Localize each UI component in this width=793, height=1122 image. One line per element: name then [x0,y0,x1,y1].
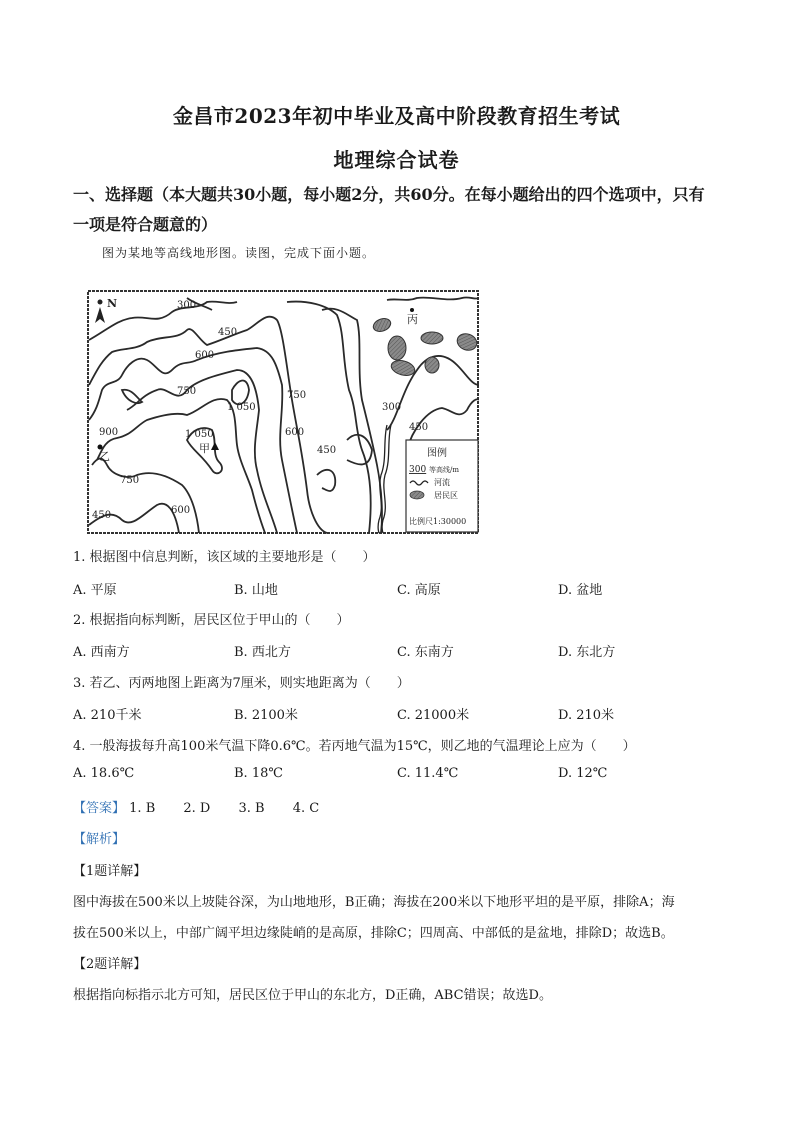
q1-detail-line2: 拔在500米以上，中部广阔平坦边缘陡峭的是高原，排除C；四周高、中部低的是盆地，排除D；故选B。 [73,926,674,941]
svg-text:1 050: 1 050 [227,402,256,413]
contour-map-figure [87,290,479,534]
q4-option-c[interactable]: C. 11.4℃ [397,766,459,781]
svg-text:900: 900 [99,427,119,438]
svg-text:600: 600 [195,350,215,361]
svg-text:丙: 丙 [407,313,418,326]
svg-text:乙: 乙 [99,450,110,463]
q1-option-a[interactable]: A. 平原 [73,583,117,598]
q4-option-a[interactable]: A. 18.6℃ [73,766,135,781]
q1-option-b[interactable]: B. 山地 [234,583,278,598]
q1-option-d[interactable]: D. 盆地 [558,583,603,598]
svg-text:300: 300 [177,300,197,311]
section-heading-line2: 一项是符合题意的） [73,215,218,234]
svg-text:300: 300 [409,465,427,475]
svg-text:450: 450 [317,445,337,456]
svg-text:居民区: 居民区 [434,491,458,500]
svg-text:450: 450 [218,327,238,338]
q3-option-a[interactable]: A. 210千米 [73,708,142,723]
svg-text:N: N [107,297,118,310]
q2-option-a[interactable]: A. 西南方 [73,645,130,660]
q2-detail-heading: 【2题详解】 [73,957,147,972]
q4-option-b[interactable]: B. 18℃ [234,766,283,781]
exam-subtitle: 地理综合试卷 [333,148,460,172]
svg-text:750: 750 [120,475,140,486]
svg-text:1 050: 1 050 [185,429,214,440]
question-4-stem: 4. 一般海拔每升高100米气温下降0.6℃。若丙地气温为15℃，则乙地的气温理论上应为（ ） [73,739,636,754]
q3-option-d[interactable]: D. 210米 [558,708,615,723]
answer-3: 3. B [238,801,265,816]
q2-option-b[interactable]: B. 西北方 [234,645,291,660]
question-3-stem: 3. 若乙、丙两地图上距离为7厘米，则实地距离为（ ） [73,676,410,691]
svg-text:600: 600 [171,505,191,516]
answer-row [73,797,319,816]
svg-text:300: 300 [382,402,402,413]
exam-title: 金昌市2023年初中毕业及高中阶段教育招生考试 [172,104,621,128]
q1-detail-heading: 【1题详解】 [73,864,147,879]
q4-option-d[interactable]: D. 12℃ [558,766,608,781]
map-legend [406,440,478,532]
q1-option-c[interactable]: C. 高原 [397,583,441,598]
answer-4: 4. C [292,801,320,816]
svg-text:河流: 河流 [434,478,450,487]
svg-text:750: 750 [287,390,307,401]
svg-text:比例尺1:30000: 比例尺1:30000 [409,517,467,526]
q2-option-c[interactable]: C. 东南方 [397,645,454,660]
answer-2: 2. D [183,801,211,816]
intro-text: 图为某地等高线地形图。读图，完成下面小题。 [102,246,376,260]
q2-option-d[interactable]: D. 东北方 [558,645,616,660]
svg-text:750: 750 [177,386,197,397]
svg-text:450: 450 [92,510,112,521]
answer-label: 【答案】 [73,801,126,816]
q3-option-b[interactable]: B. 2100米 [234,708,298,723]
q2-detail-line1: 根据指向标指示北方可知，居民区位于甲山的东北方，D正确，ABC错误；故选D。 [73,988,552,1003]
section-heading-line1: 一、选择题（本大题共30小题，每小题2分，共60分。在每小题给出的四个选项中，只有 [73,185,705,204]
q3-option-c[interactable]: C. 21000米 [397,708,470,723]
question-1-stem: 1. 根据图中信息判断，该区域的主要地形是（ ） [73,550,376,565]
analysis-label: 【解析】 [73,832,126,847]
svg-text:甲: 甲 [199,442,210,455]
svg-text:图例: 图例 [427,448,447,459]
svg-text:600: 600 [285,427,305,438]
svg-text:等高线/m: 等高线/m [429,466,459,474]
q1-detail-line1: 图中海拔在500米以上坡陡谷深，为山地地形，B正确；海拔在200米以下地形平坦的是平原，排除A；海 [73,895,675,910]
answer-1: 1. B [129,801,156,816]
question-2-stem: 2. 根据指向标判断，居民区位于甲山的（ ） [73,613,350,628]
svg-text:450: 450 [409,422,429,433]
